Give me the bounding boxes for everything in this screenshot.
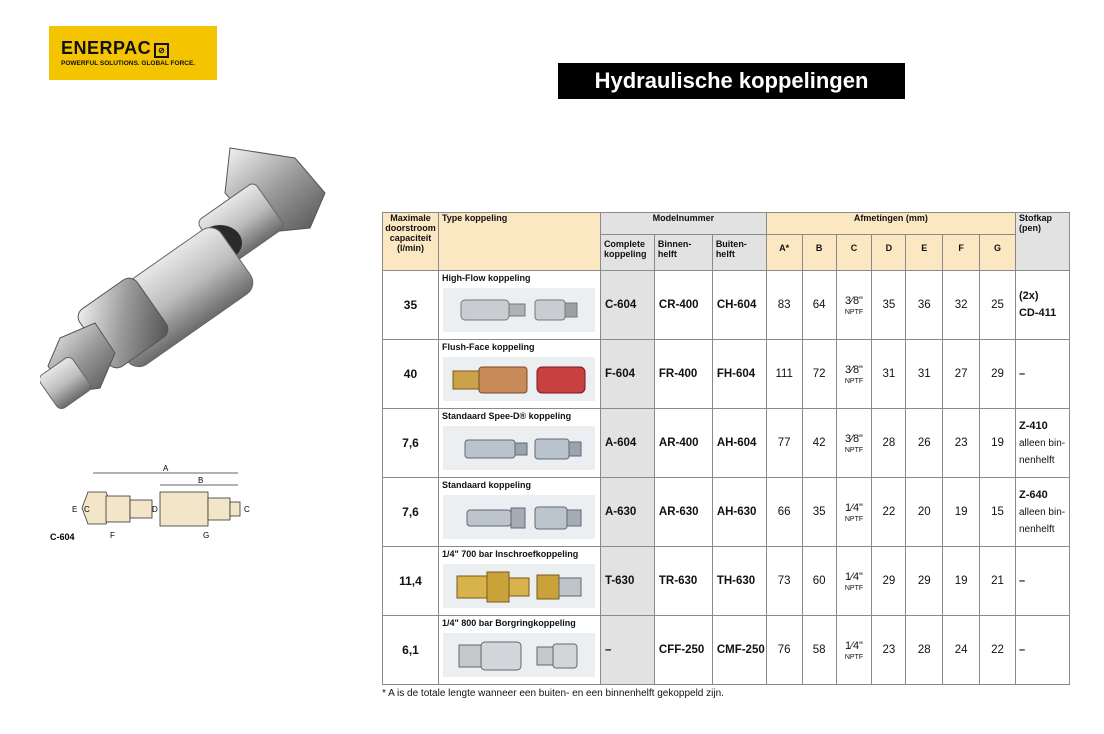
dim-g: 25 — [980, 271, 1016, 340]
dim-label-e: E — [72, 505, 78, 514]
binnen-model: AR-630 — [654, 478, 712, 547]
dim-label-c-right: C — [244, 505, 250, 514]
dim-c: 3⁄8" — [844, 432, 863, 445]
dim-e: 28 — [906, 616, 943, 685]
logo-mark-icon: ⊘ — [154, 43, 169, 58]
dim-label-f: F — [110, 531, 115, 540]
cap-sub: CD-411 — [1018, 307, 1057, 319]
cap-main: – — [1018, 574, 1026, 587]
flow-value: 40 — [383, 340, 439, 409]
complete-model: C-604 — [600, 271, 654, 340]
dim-e: 31 — [906, 340, 943, 409]
dim-d: 35 — [872, 271, 906, 340]
dim-b: 42 — [802, 409, 836, 478]
logo-tagline: POWERFUL SOLUTIONS. GLOBAL FORCE. — [61, 60, 196, 67]
dim-a: 76 — [766, 616, 802, 685]
header-dim-f: F — [943, 235, 980, 271]
buiten-model: TH-630 — [712, 547, 766, 616]
buiten-model: AH-604 — [712, 409, 766, 478]
buiten-model: AH-630 — [712, 478, 766, 547]
dim-a: 73 — [766, 547, 802, 616]
dim-c-unit: NPTF — [844, 377, 864, 385]
cap-main: – — [1018, 367, 1026, 380]
coupling-photo — [443, 288, 595, 332]
enerpac-logo — [49, 26, 217, 80]
dim-label-c-left: C — [84, 505, 90, 514]
dim-c: 1⁄4" — [844, 501, 863, 514]
header-dim-b: B — [802, 235, 836, 271]
dim-c-unit: NPTF — [844, 446, 864, 454]
coupling-hero-image — [40, 138, 340, 418]
flow-value: 6,1 — [383, 616, 439, 685]
table-row — [383, 616, 1070, 685]
dim-c-unit: NPTF — [844, 653, 864, 661]
header-dim-g: G — [980, 235, 1016, 271]
cap-sub: alleen bin-nenhelft — [1018, 437, 1066, 466]
dim-c: 1⁄4" — [844, 570, 863, 583]
binnen-model: AR-400 — [654, 409, 712, 478]
table-row — [383, 409, 1070, 478]
complete-model: A-604 — [600, 409, 654, 478]
binnen-model: FR-400 — [654, 340, 712, 409]
dim-c-unit: NPTF — [844, 308, 864, 316]
header-complete: Complete koppeling — [600, 235, 654, 271]
header-type: Type koppeling — [438, 213, 600, 271]
header-modelnummer: Modelnummer — [600, 213, 766, 235]
dim-label-b: B — [198, 476, 204, 485]
header-dim-c: C — [836, 235, 872, 271]
dim-f: 19 — [943, 547, 980, 616]
dim-e: 26 — [906, 409, 943, 478]
complete-model: T-630 — [600, 547, 654, 616]
dim-d: 23 — [872, 616, 906, 685]
buiten-model: CH-604 — [712, 271, 766, 340]
header-afmetingen: Afmetingen (mm) — [766, 213, 1015, 235]
complete-model: A-630 — [600, 478, 654, 547]
dim-f: 24 — [943, 616, 980, 685]
header-buiten: Buiten-helft — [712, 235, 766, 271]
buiten-model: CMF-250 — [712, 616, 766, 685]
dim-c: 3⁄8" — [844, 294, 863, 307]
logo-brand: ENERPAC — [61, 38, 152, 58]
complete-model: – — [600, 616, 654, 685]
cap-sub: alleen bin-nenhelft — [1018, 506, 1066, 535]
dim-f: 27 — [943, 340, 980, 409]
coupling-type: 1/4" 700 bar Inschroefkoppeling — [441, 549, 579, 559]
coupling-type: Standaard koppeling — [441, 480, 531, 490]
header-stofkap: Stofkap (pen) — [1015, 213, 1069, 271]
header-dim-e: E — [906, 235, 943, 271]
dim-e: 29 — [906, 547, 943, 616]
dim-f: 23 — [943, 409, 980, 478]
dim-e: 36 — [906, 271, 943, 340]
dim-a: 66 — [766, 478, 802, 547]
coupling-type: Standaard Spee-D® koppeling — [441, 411, 572, 421]
header-binnen: Binnen-helft — [654, 235, 712, 271]
dim-f: 19 — [943, 478, 980, 547]
dim-b: 64 — [802, 271, 836, 340]
dim-label-a: A — [163, 464, 169, 473]
header-dim-a: A* — [766, 235, 802, 271]
buiten-model: FH-604 — [712, 340, 766, 409]
dim-a: 111 — [766, 340, 802, 409]
dimension-diagram — [48, 460, 268, 550]
coupling-photo — [443, 564, 595, 608]
dim-c: 3⁄8" — [844, 363, 863, 376]
coupling-type: High-Flow koppeling — [441, 273, 531, 283]
coupling-type: Flush-Face koppeling — [441, 342, 535, 352]
page-title: Hydraulische koppelingen — [558, 63, 905, 99]
dim-b: 72 — [802, 340, 836, 409]
dim-b: 35 — [802, 478, 836, 547]
dim-d: 22 — [872, 478, 906, 547]
dim-g: 19 — [980, 409, 1016, 478]
diagram-model-label: C-604 — [50, 532, 75, 542]
coupling-spec-table — [382, 212, 1070, 685]
dim-g: 22 — [980, 616, 1016, 685]
header-dim-d: D — [872, 235, 906, 271]
dim-e: 20 — [906, 478, 943, 547]
dim-label-d: D — [152, 505, 158, 514]
table-footnote: * A is de totale lengte wanneer een buiten- en een binnenhelft gekoppeld zijn. — [382, 688, 724, 699]
dim-b: 58 — [802, 616, 836, 685]
dim-b: 60 — [802, 547, 836, 616]
table-row — [383, 478, 1070, 547]
dim-d: 28 — [872, 409, 906, 478]
dim-g: 15 — [980, 478, 1016, 547]
header-flow: Maximale doorstroom capaciteit (l/min) — [383, 213, 439, 271]
cap-main: – — [1018, 643, 1026, 656]
table-row — [383, 547, 1070, 616]
complete-model: F-604 — [600, 340, 654, 409]
coupling-photo — [443, 633, 595, 677]
table-row — [383, 340, 1070, 409]
table-row — [383, 271, 1070, 340]
dim-c: 1⁄4" — [844, 639, 863, 652]
cap-main: Z-640 — [1018, 488, 1048, 501]
dim-f: 32 — [943, 271, 980, 340]
binnen-model: TR-630 — [654, 547, 712, 616]
cap-main: Z-410 — [1018, 419, 1048, 432]
flow-value: 7,6 — [383, 409, 439, 478]
dim-a: 77 — [766, 409, 802, 478]
binnen-model: CFF-250 — [654, 616, 712, 685]
cap-main: (2x) — [1018, 290, 1039, 302]
dim-c-unit: NPTF — [844, 515, 864, 523]
coupling-photo — [443, 357, 595, 401]
dim-c-unit: NPTF — [844, 584, 864, 592]
coupling-photo — [443, 495, 595, 539]
coupling-photo — [443, 426, 595, 470]
flow-value: 35 — [383, 271, 439, 340]
dim-d: 31 — [872, 340, 906, 409]
dim-a: 83 — [766, 271, 802, 340]
binnen-model: CR-400 — [654, 271, 712, 340]
coupling-type: 1/4" 800 bar Borgringkoppeling — [441, 618, 576, 628]
dim-d: 29 — [872, 547, 906, 616]
flow-value: 11,4 — [383, 547, 439, 616]
dim-g: 29 — [980, 340, 1016, 409]
dim-g: 21 — [980, 547, 1016, 616]
flow-value: 7,6 — [383, 478, 439, 547]
dim-label-g: G — [203, 531, 210, 540]
